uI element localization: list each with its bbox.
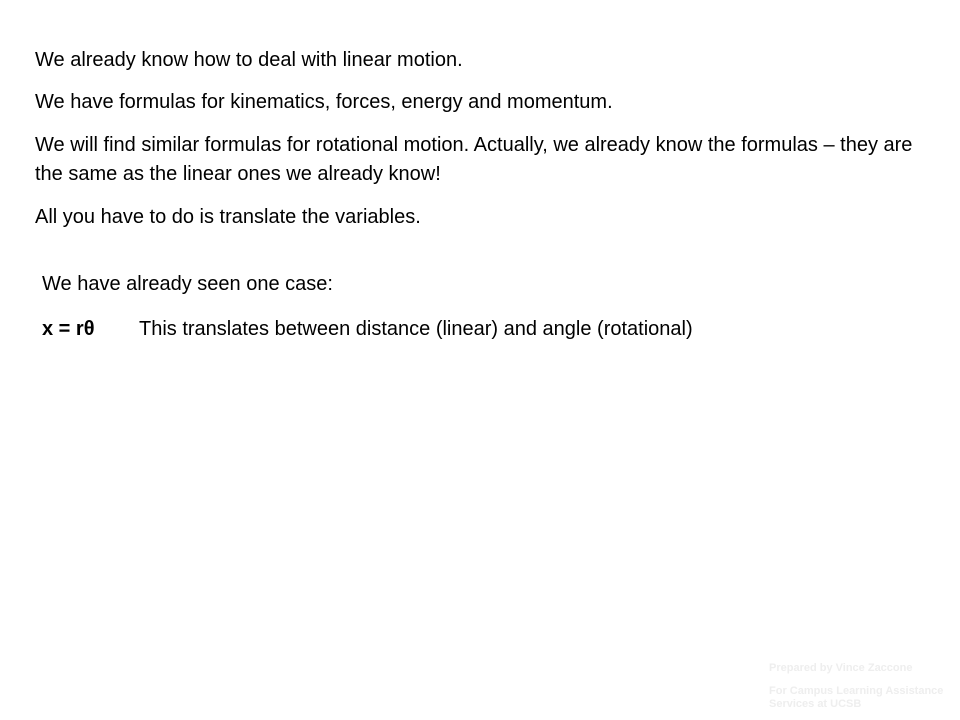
- equation-formula: x = rθ: [42, 318, 95, 340]
- footer-prepared-by: Prepared by Vince Zaccone: [769, 662, 913, 674]
- equation-description: This translates between distance (linear) and angle (rotational): [139, 318, 693, 340]
- equation-line: [42, 315, 693, 344]
- footer-for-text: For Campus Learning Assistance Services at UCSB: [769, 685, 944, 710]
- paragraph-linear-motion: We already know how to deal with linear motion.: [35, 49, 463, 71]
- paragraph-rotational-motion: We will find similar formulas for rotational motion. Actually, we already know the formulas – they are the same as the linear ones we already know!: [35, 134, 913, 185]
- paragraph-one-case: We have already seen one case:: [42, 273, 333, 295]
- paragraph-translate-variables: All you have to do is translate the variables.: [35, 206, 421, 228]
- paragraph-formulas: We have formulas for kinematics, forces, energy and momentum.: [35, 91, 613, 113]
